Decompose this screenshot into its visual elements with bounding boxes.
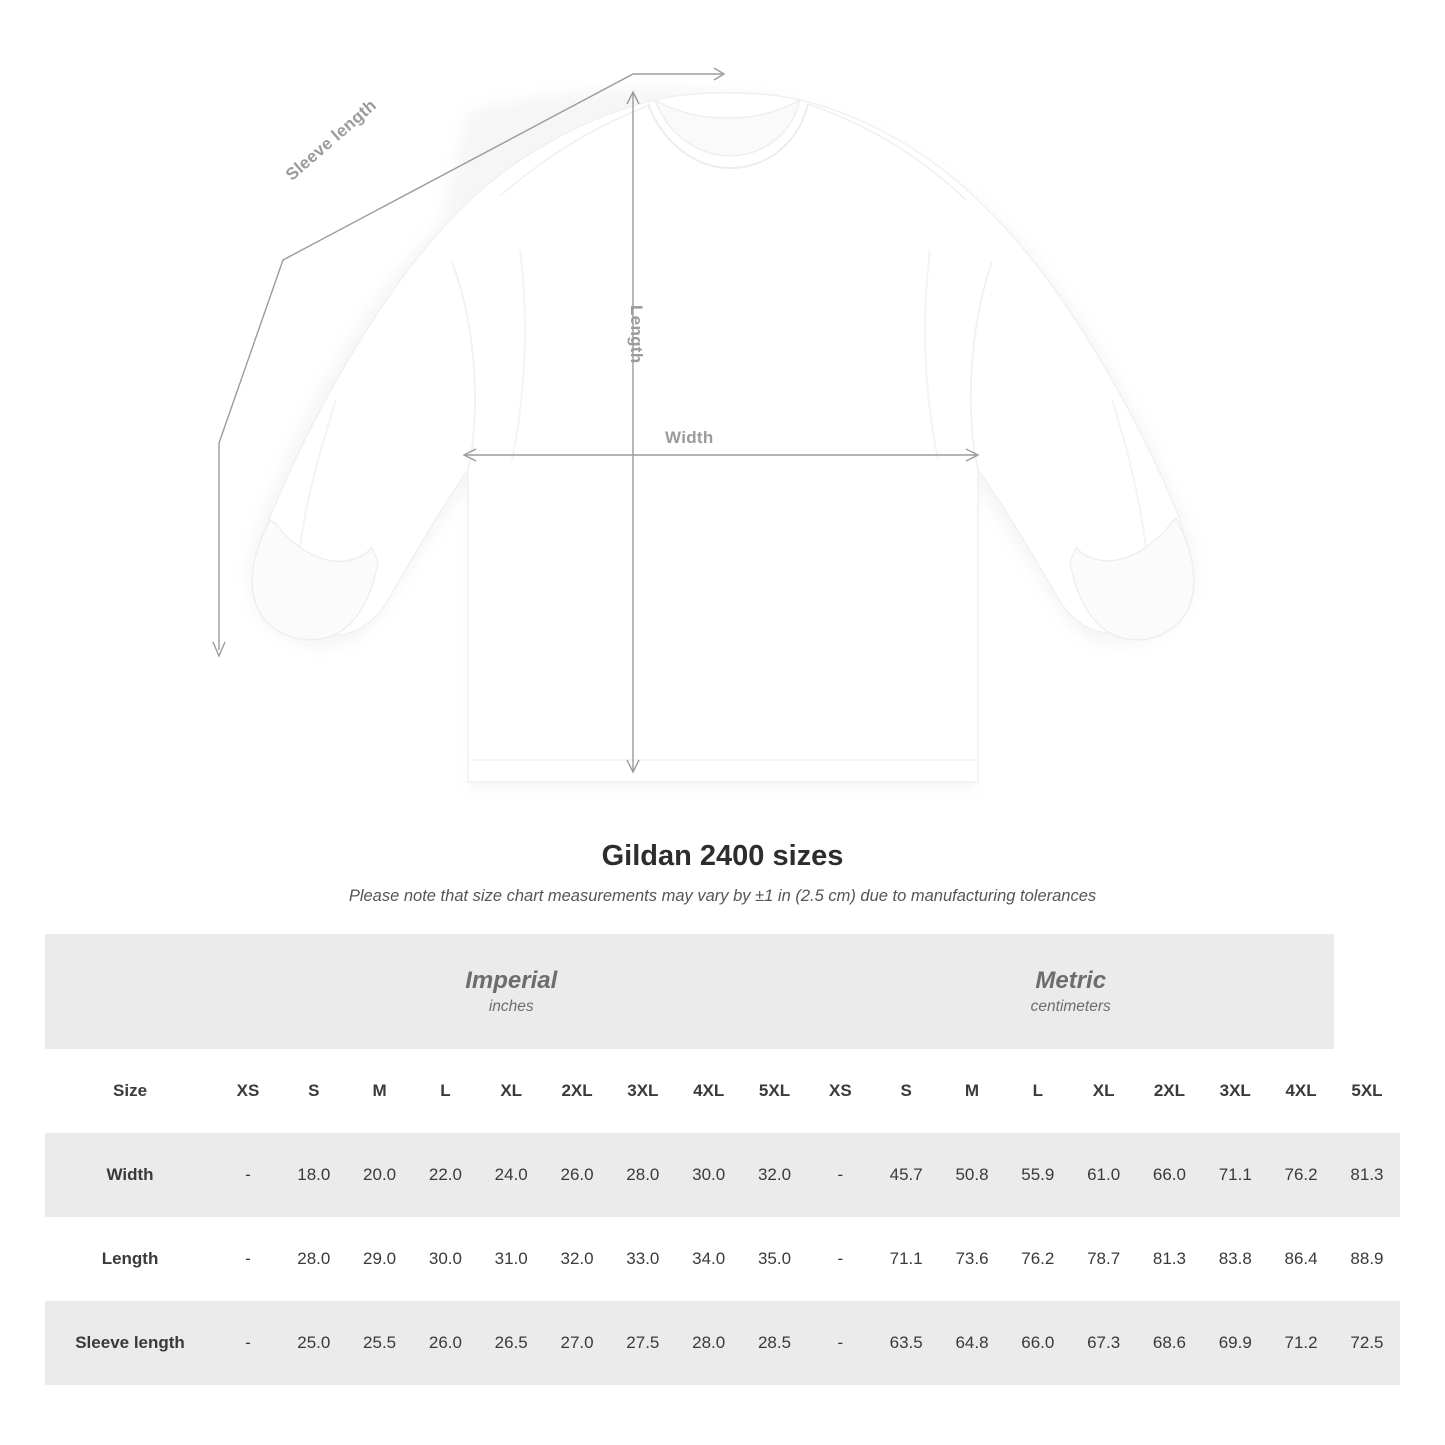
cell-width-met-xs: - [807,1133,873,1217]
cell-width-imp-m: 20.0 [347,1133,413,1217]
size-header-row [45,1049,1400,1133]
cell-sleeve-imp-4xl: 28.0 [676,1301,742,1385]
cell-length-imp-4xl: 34.0 [676,1217,742,1301]
cell-sleeve-imp-s: 25.0 [281,1301,347,1385]
cell-width-imp-4xl: 30.0 [676,1133,742,1217]
col-header-2xl-imp: 2XL [544,1049,610,1133]
col-header-4xl-met: 4XL [1268,1049,1334,1133]
cell-width-imp-l: 22.0 [413,1133,479,1217]
cell-length-met-xs: - [807,1217,873,1301]
col-header-l-imp: L [413,1049,479,1133]
col-header-5xl-imp: 5XL [742,1049,808,1133]
cell-sleeve-imp-xl: 26.5 [478,1301,544,1385]
row-label-sleeve-length: Sleeve length [45,1301,215,1385]
row-header-size: Size [45,1049,215,1133]
cell-sleeve-imp-l: 26.0 [413,1301,479,1385]
col-header-4xl-imp: 4XL [676,1049,742,1133]
cell-width-met-xl: 61.0 [1071,1133,1137,1217]
cell-sleeve-met-5xl: 72.5 [1334,1301,1400,1385]
col-header-5xl-met: 5XL [1334,1049,1400,1133]
cell-width-met-s: 45.7 [873,1133,939,1217]
imperial-header [215,934,807,1049]
cell-width-imp-2xl: 26.0 [544,1133,610,1217]
col-header-xl-imp: XL [478,1049,544,1133]
cell-sleeve-met-xl: 67.3 [1071,1301,1137,1385]
col-header-3xl-met: 3XL [1202,1049,1268,1133]
imperial-name: Imperial [465,966,558,994]
cell-length-met-m: 73.6 [939,1217,1005,1301]
col-header-xs-met: XS [807,1049,873,1133]
cell-length-met-4xl: 86.4 [1268,1217,1334,1301]
row-label-length: Length [45,1217,215,1301]
cell-sleeve-met-2xl: 68.6 [1137,1301,1203,1385]
cell-length-imp-5xl: 35.0 [742,1217,808,1301]
table-row [45,1133,1400,1217]
cell-length-imp-xs: - [215,1217,281,1301]
cell-width-imp-xl: 24.0 [478,1133,544,1217]
cell-length-met-s: 71.1 [873,1217,939,1301]
cell-width-met-4xl: 76.2 [1268,1133,1334,1217]
cell-width-met-m: 50.8 [939,1133,1005,1217]
cell-length-imp-3xl: 33.0 [610,1217,676,1301]
cell-width-met-3xl: 71.1 [1202,1133,1268,1217]
table-row [45,1217,1400,1301]
cell-sleeve-imp-2xl: 27.0 [544,1301,610,1385]
cell-length-imp-m: 29.0 [347,1217,413,1301]
col-header-3xl-imp: 3XL [610,1049,676,1133]
cell-length-met-xl: 78.7 [1071,1217,1137,1301]
cell-sleeve-imp-m: 25.5 [347,1301,413,1385]
col-header-m-met: M [939,1049,1005,1133]
cell-width-met-2xl: 66.0 [1137,1133,1203,1217]
col-header-m-imp: M [347,1049,413,1133]
cell-length-imp-2xl: 32.0 [544,1217,610,1301]
sleeve-length-label: Sleeve length [282,95,381,185]
cell-width-imp-xs: - [215,1133,281,1217]
col-header-xl-met: XL [1071,1049,1137,1133]
cell-length-met-l: 76.2 [1005,1217,1071,1301]
cell-length-imp-l: 30.0 [413,1217,479,1301]
cell-sleeve-met-xs: - [807,1301,873,1385]
width-label: Width [665,428,714,447]
page-title: Gildan 2400 sizes [601,840,844,872]
garment-shape [252,93,1194,782]
cell-width-met-l: 55.9 [1005,1133,1071,1217]
cell-length-met-3xl: 83.8 [1202,1217,1268,1301]
size-table [45,934,1400,1385]
size-table-wrapper [45,934,1400,1385]
cell-sleeve-met-s: 63.5 [873,1301,939,1385]
col-header-s-imp: S [281,1049,347,1133]
metric-name: Metric [1035,966,1107,994]
metric-header [807,934,1334,1049]
cell-length-met-2xl: 81.3 [1137,1217,1203,1301]
cell-length-imp-xl: 31.0 [478,1217,544,1301]
cell-sleeve-met-4xl: 71.2 [1268,1301,1334,1385]
cell-width-imp-3xl: 28.0 [610,1133,676,1217]
cell-sleeve-imp-xs: - [215,1301,281,1385]
col-header-2xl-met: 2XL [1137,1049,1203,1133]
row-label-width: Width [45,1133,215,1217]
cell-sleeve-imp-5xl: 28.5 [742,1301,808,1385]
table-row [45,1301,1400,1385]
col-header-s-met: S [873,1049,939,1133]
cell-width-met-5xl: 81.3 [1334,1133,1400,1217]
cell-sleeve-met-3xl: 69.9 [1202,1301,1268,1385]
cell-length-imp-s: 28.0 [281,1217,347,1301]
length-label: Length [627,305,646,364]
cell-sleeve-met-l: 66.0 [1005,1301,1071,1385]
cell-length-met-5xl: 88.9 [1334,1217,1400,1301]
imperial-sub: inches [488,998,534,1016]
cell-sleeve-imp-3xl: 27.5 [610,1301,676,1385]
col-header-l-met: L [1005,1049,1071,1133]
title-block [0,840,1445,906]
cell-sleeve-met-m: 64.8 [939,1301,1005,1385]
units-header-row [45,934,1400,1049]
units-spacer [45,934,215,1049]
tolerance-note: Please note that size chart measurements may vary by ±1 in (2.5 cm) due to manufacturing tolerances [348,887,1097,905]
metric-sub: centimeters [1030,998,1111,1016]
col-header-xs-imp: XS [215,1049,281,1133]
cell-width-imp-5xl: 32.0 [742,1133,808,1217]
cell-width-imp-s: 18.0 [281,1133,347,1217]
